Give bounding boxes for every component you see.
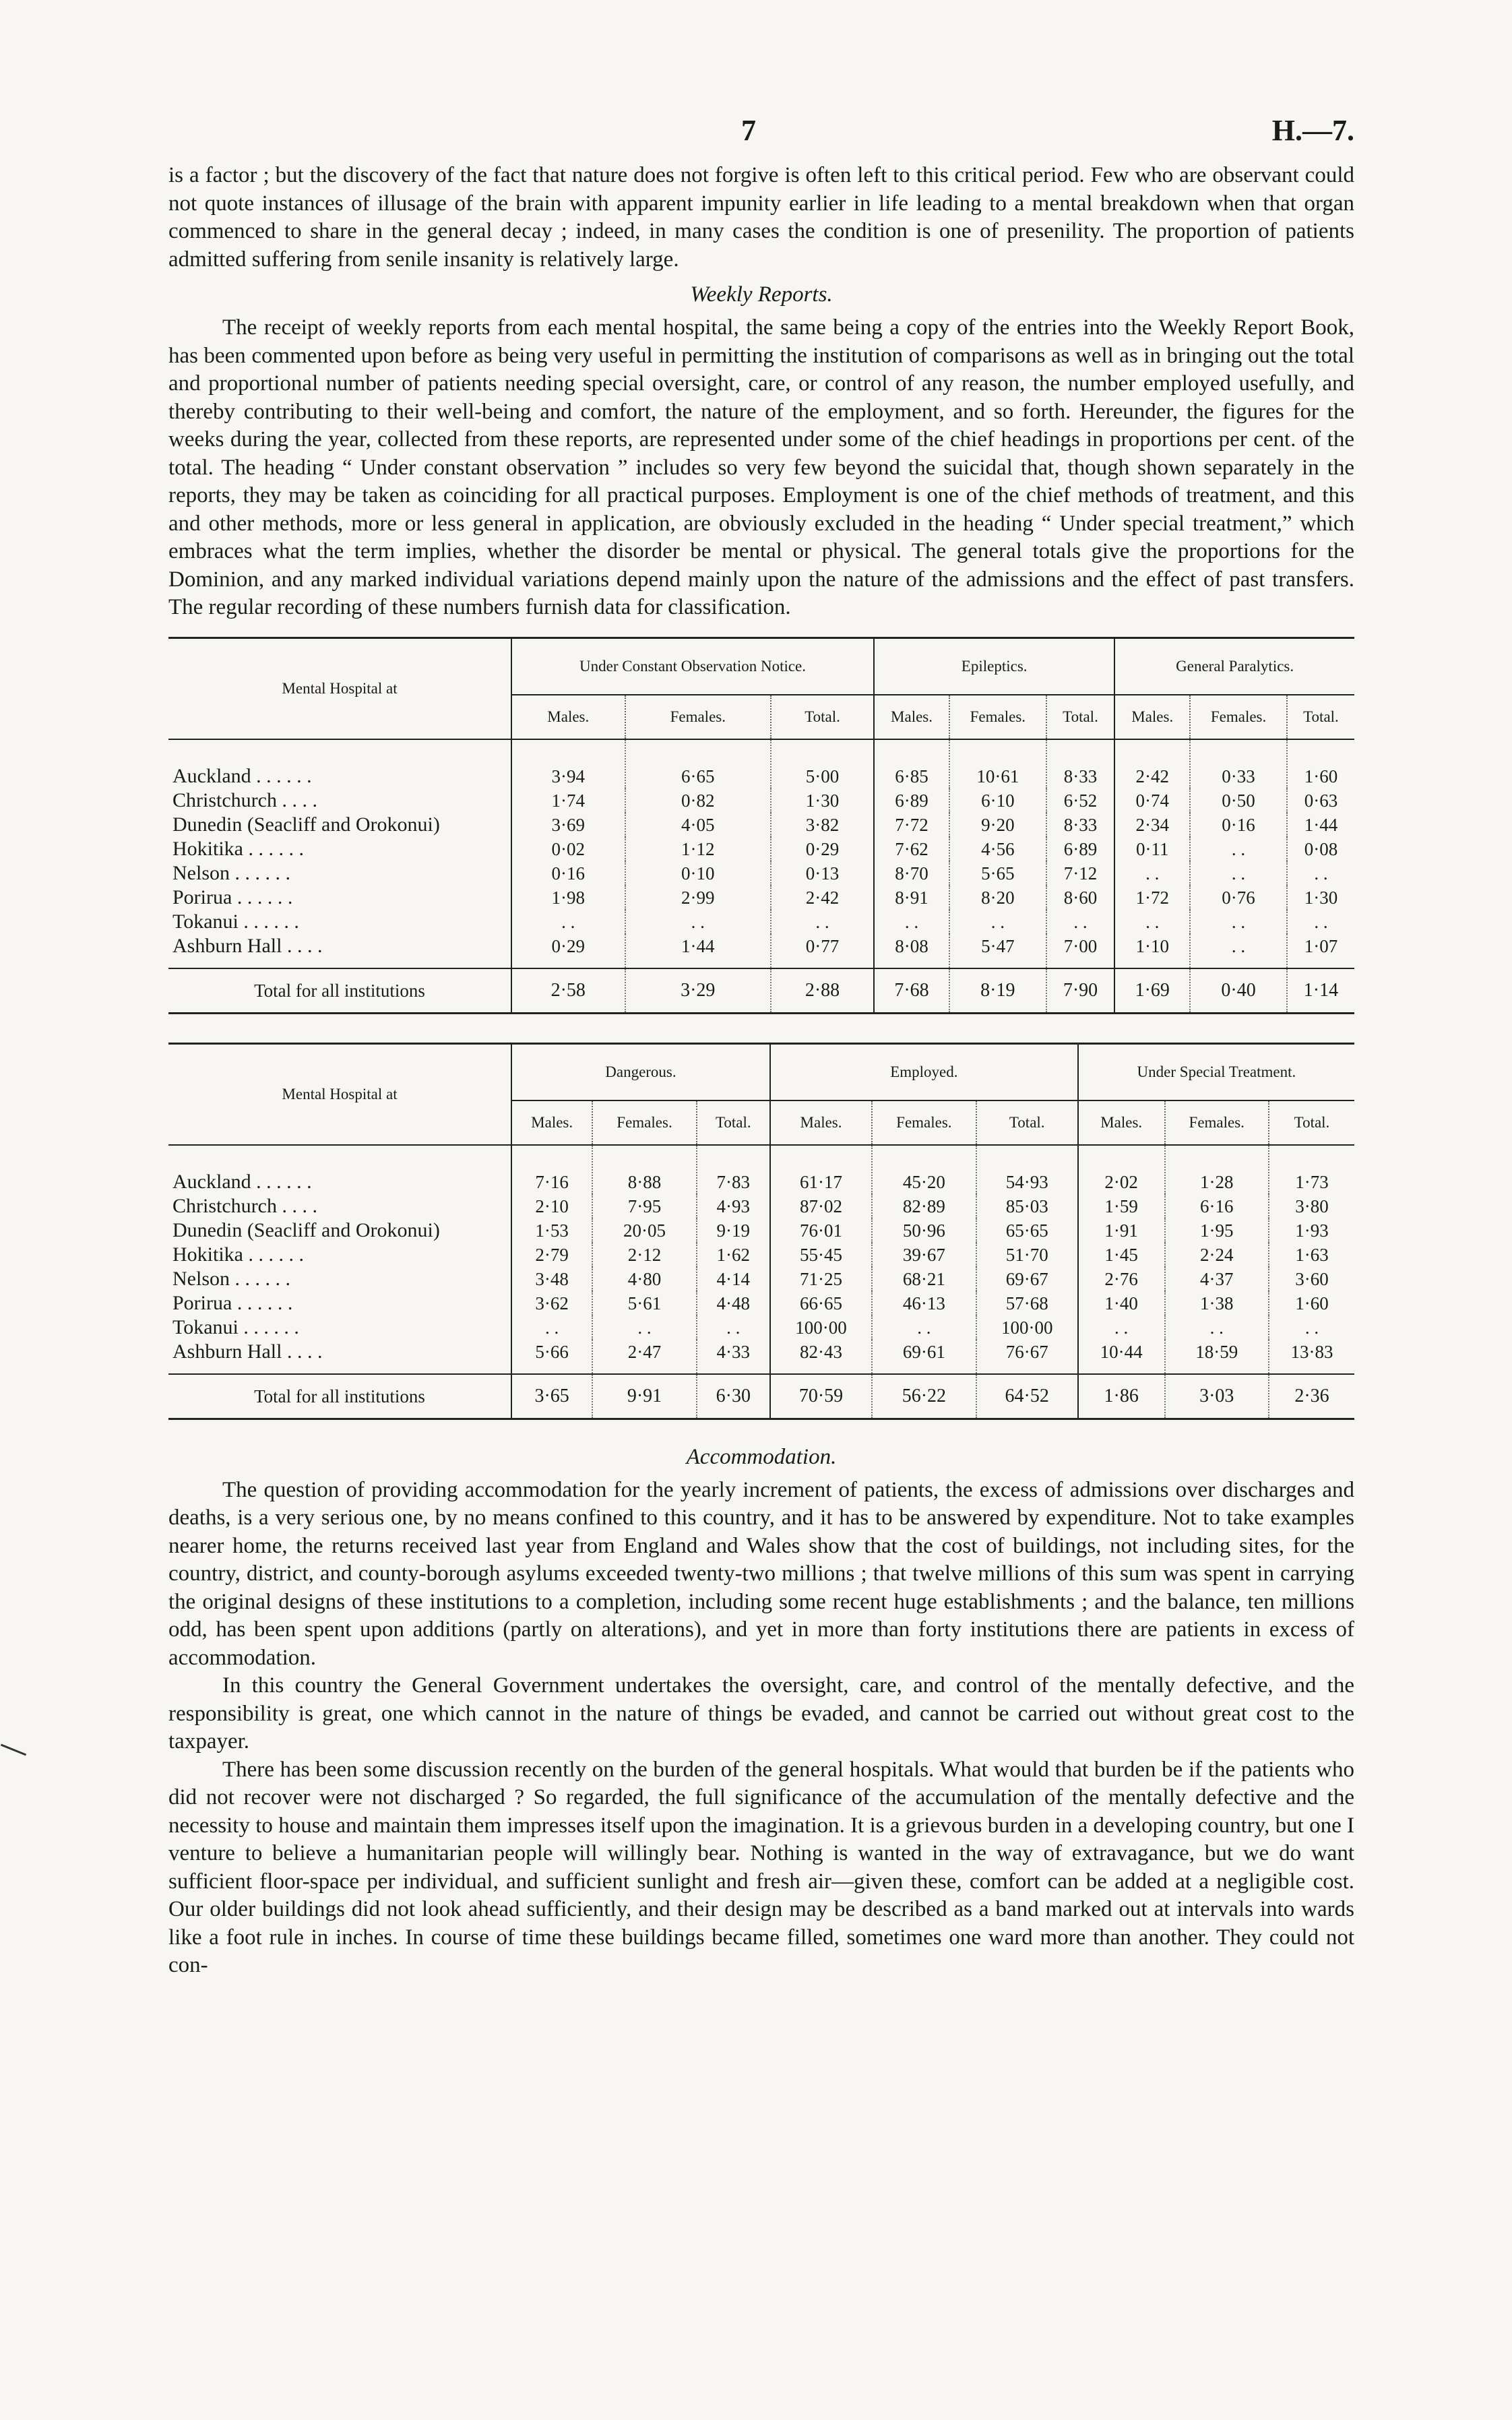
paragraph-senile: is a factor ; but the discovery of the fact that nature does not forgive is often left to this critical period. Few who are observant could not quote instances of illusage of the brain with apparent impunity earlier in life leading to a mental breakdown when that organ commenced to share in the general decay ; indeed, in many cases the condition is one of presenility. The proportion of patients admitted suffering from senile insanity is relatively large. <box>168 163 1354 272</box>
table-cell: 1·30 <box>1287 886 1354 910</box>
table-cell: 1·91 <box>1078 1218 1165 1243</box>
column-header: Males. <box>1078 1100 1165 1145</box>
total-cell: 6·30 <box>697 1374 770 1419</box>
table-cell: 13·83 <box>1269 1340 1354 1374</box>
table-cell: 18·59 <box>1165 1340 1269 1374</box>
group-header-employed: Employed. <box>770 1043 1078 1100</box>
column-header: Total. <box>1269 1100 1354 1145</box>
total-cell: 2·88 <box>771 968 874 1014</box>
table-cell: 71·25 <box>770 1267 872 1291</box>
table-cell: 4·93 <box>697 1194 770 1218</box>
total-cell: 0·40 <box>1190 968 1287 1014</box>
table-cell: 82·43 <box>770 1340 872 1374</box>
table-cell: 1·73 <box>1269 1145 1354 1194</box>
total-label: Total for all institutions <box>168 1374 511 1419</box>
hospital-name: Tokanui . . . . . . <box>172 1315 299 1338</box>
table-cell: 0·29 <box>771 837 874 861</box>
table-cell: 55·45 <box>770 1243 872 1267</box>
hospital-name: Dunedin (Seacliff and Orokonui) <box>172 1218 440 1241</box>
total-row <box>168 1374 1354 1419</box>
table-cell: . . <box>1287 910 1354 934</box>
table-cell: . . <box>1078 1315 1165 1340</box>
table-cell: 0·11 <box>1114 837 1190 861</box>
hospital-header: Mental Hospital at <box>168 1043 511 1145</box>
table-cell: 100·00 <box>770 1315 872 1340</box>
table-cell: . . <box>1114 910 1190 934</box>
table-row <box>168 1218 1354 1243</box>
table-cell: . . <box>1046 910 1115 934</box>
table-cell: 1·44 <box>1287 813 1354 837</box>
table-cell: 2·34 <box>1114 813 1190 837</box>
table-cell: 1·38 <box>1165 1291 1269 1315</box>
table-cell: 8·91 <box>874 886 949 910</box>
table-cell: 0·16 <box>1190 813 1287 837</box>
table-cell: 2·47 <box>592 1340 696 1374</box>
table-cell: 9·19 <box>697 1218 770 1243</box>
total-cell: 7·90 <box>1046 968 1115 1014</box>
table-cell: . . <box>1190 910 1287 934</box>
table-cell: 1·30 <box>771 788 874 813</box>
table-cell: 1·63 <box>1269 1243 1354 1267</box>
table-cell: 3·82 <box>771 813 874 837</box>
hospital-header: Mental Hospital at <box>168 638 511 739</box>
column-header: Females. <box>592 1100 696 1145</box>
table-row <box>168 1145 1354 1194</box>
table-cell: 85·03 <box>976 1194 1078 1218</box>
hospital-name: Ashburn Hall . . . . <box>172 1340 323 1363</box>
table-cell: 0·63 <box>1287 788 1354 813</box>
document-page <box>168 0 1354 1980</box>
hospital-name: Nelson . . . . . . <box>172 1267 290 1290</box>
column-header: Males. <box>511 695 625 739</box>
page-number: 7 <box>741 114 756 147</box>
table-cell: . . <box>949 910 1046 934</box>
table-cell: 57·68 <box>976 1291 1078 1315</box>
table-cell: 3·94 <box>511 739 625 788</box>
table-cell: 0·16 <box>511 861 625 886</box>
table-cell: . . <box>872 1315 976 1340</box>
table-cell: 6·16 <box>1165 1194 1269 1218</box>
table-cell: 4·33 <box>697 1340 770 1374</box>
total-cell: 3·29 <box>625 968 771 1014</box>
table-cell: 0·13 <box>771 861 874 886</box>
table-cell: . . <box>1287 861 1354 886</box>
table-cell: . . <box>592 1315 696 1340</box>
table-cell: 3·80 <box>1269 1194 1354 1218</box>
table-cell: 2·99 <box>625 886 771 910</box>
table-cell: 1·12 <box>625 837 771 861</box>
total-cell: 64·52 <box>976 1374 1078 1419</box>
table-cell: 1·60 <box>1287 739 1354 788</box>
table-cell: 66·65 <box>770 1291 872 1315</box>
table-cell: 6·89 <box>874 788 949 813</box>
hospital-name: Ashburn Hall . . . . <box>172 934 323 957</box>
table-cell: 76·67 <box>976 1340 1078 1374</box>
table-cell: 1·72 <box>1114 886 1190 910</box>
hospital-name: Christchurch . . . . <box>172 788 317 811</box>
table-row <box>168 1315 1354 1340</box>
table-cell: 2·42 <box>771 886 874 910</box>
table-cell: 1·40 <box>1078 1291 1165 1315</box>
total-cell: 1·69 <box>1114 968 1190 1014</box>
hospital-name: Hokitika . . . . . . <box>172 837 304 860</box>
table-cell: 4·80 <box>592 1267 696 1291</box>
table-cell: 69·61 <box>872 1340 976 1374</box>
table-row <box>168 788 1354 813</box>
table-cell: 6·10 <box>949 788 1046 813</box>
table-cell: 8·88 <box>592 1145 696 1194</box>
table-cell: 1·74 <box>511 788 625 813</box>
table-cell: . . <box>771 910 874 934</box>
table-cell: 68·21 <box>872 1267 976 1291</box>
table-cell: 2·24 <box>1165 1243 1269 1267</box>
table-cell: 2·76 <box>1078 1267 1165 1291</box>
table-cell: 1·45 <box>1078 1243 1165 1267</box>
total-cell: 3·03 <box>1165 1374 1269 1419</box>
table-cell: . . <box>625 910 771 934</box>
page-header <box>168 0 1354 162</box>
table-cell: 8·33 <box>1046 813 1115 837</box>
table-cell: 3·62 <box>511 1291 592 1315</box>
table-cell: 1·60 <box>1269 1291 1354 1315</box>
table-cell: 8·60 <box>1046 886 1115 910</box>
table-cell: 2·42 <box>1114 739 1190 788</box>
group-header-special-treatment: Under Special Treatment. <box>1078 1043 1354 1100</box>
table-cell: 1·95 <box>1165 1218 1269 1243</box>
table-cell: 1·59 <box>1078 1194 1165 1218</box>
table-cell: 5·65 <box>949 861 1046 886</box>
table-cell: . . <box>1190 837 1287 861</box>
column-header: Total. <box>976 1100 1078 1145</box>
table-cell: 65·65 <box>976 1218 1078 1243</box>
hospital-name: Christchurch . . . . <box>172 1194 317 1217</box>
table-cell: 8·08 <box>874 934 949 968</box>
column-header: Total. <box>1287 695 1354 739</box>
table-cell: . . <box>1269 1315 1354 1340</box>
table-cell: . . <box>1114 861 1190 886</box>
table-cell: 82·89 <box>872 1194 976 1218</box>
total-label: Total for all institutions <box>168 968 511 1014</box>
table-row <box>168 1340 1354 1374</box>
table-dangerous-employed-special <box>168 1043 1354 1420</box>
column-header: Females. <box>1165 1100 1269 1145</box>
total-cell: 56·22 <box>872 1374 976 1419</box>
table-row <box>168 1243 1354 1267</box>
table-cell: 0·77 <box>771 934 874 968</box>
table-row <box>168 1194 1354 1218</box>
table-row <box>168 861 1354 886</box>
table-row <box>168 1291 1354 1315</box>
table-cell: 1·28 <box>1165 1145 1269 1194</box>
table-cell: 2·12 <box>592 1243 696 1267</box>
table-cell: 7·83 <box>697 1145 770 1194</box>
hospital-name: Auckland . . . . . . <box>172 764 312 787</box>
table-cell: 51·70 <box>976 1243 1078 1267</box>
margin-mark <box>1 1744 26 1756</box>
table-cell: 4·56 <box>949 837 1046 861</box>
paragraph-accommodation-3: There has been some discussion recently on the burden of the general hospitals. What would that burden be if the patients who did not recover were not discharged ? So regarded, the full significance of the accumulation of the mentally defective and the necessity to house and maintain them impresses itself upon the imagination. It is a grievous burden in a developing country, but one I venture to believe a humanitarian people will willingly bear. Nothing is wanted in the way of extravagance, but we do want sufficient floor-space per individual, and sufficient sunlight and fresh air—given these, comfort can be added at a negligible cost. Our older buildings did not look ahead sufficiently, and their design may be described as a band marked out at intervals into wards like a foot rule in inches. In course of time these buildings became filled, sometimes one ward more than another. They could not con- <box>168 1757 1354 1977</box>
hospital-name: Nelson . . . . . . <box>172 861 290 884</box>
table-cell: 100·00 <box>976 1315 1078 1340</box>
column-header: Total. <box>771 695 874 739</box>
table-cell: 4·05 <box>625 813 771 837</box>
table-row <box>168 934 1354 968</box>
group-header-paralytics: General Paralytics. <box>1114 638 1354 695</box>
total-cell: 2·36 <box>1269 1374 1354 1419</box>
table-cell: 6·65 <box>625 739 771 788</box>
total-cell: 9·91 <box>592 1374 696 1419</box>
column-header: Males. <box>511 1100 592 1145</box>
table-cell: 5·61 <box>592 1291 696 1315</box>
table-cell: 7·12 <box>1046 861 1115 886</box>
table-cell: . . <box>511 910 625 934</box>
total-cell: 3·65 <box>511 1374 592 1419</box>
table-cell: 2·02 <box>1078 1145 1165 1194</box>
table-cell: 4·37 <box>1165 1267 1269 1291</box>
table-cell: 1·44 <box>625 934 771 968</box>
table-cell: 50·96 <box>872 1218 976 1243</box>
table-row <box>168 1267 1354 1291</box>
table-cell: 6·52 <box>1046 788 1115 813</box>
table-cell: 0·02 <box>511 837 625 861</box>
table-cell: 46·13 <box>872 1291 976 1315</box>
total-cell: 70·59 <box>770 1374 872 1419</box>
table-cell: 45·20 <box>872 1145 976 1194</box>
group-header-dangerous: Dangerous. <box>511 1043 770 1100</box>
table-cell: 20·05 <box>592 1218 696 1243</box>
table-cell: 39·67 <box>872 1243 976 1267</box>
table-cell: 3·69 <box>511 813 625 837</box>
table-cell: 1·53 <box>511 1218 592 1243</box>
table-cell: 0·10 <box>625 861 771 886</box>
hospital-name: Auckland . . . . . . <box>172 1170 312 1193</box>
table-cell: 76·01 <box>770 1218 872 1243</box>
total-cell: 2·58 <box>511 968 625 1014</box>
table-cell: 7·00 <box>1046 934 1115 968</box>
table-cell: 61·17 <box>770 1145 872 1194</box>
column-header: Males. <box>1114 695 1190 739</box>
hospital-name: Hokitika . . . . . . <box>172 1243 304 1266</box>
group-header-epileptics: Epileptics. <box>874 638 1114 695</box>
column-header: Females. <box>872 1100 976 1145</box>
table-cell: 8·33 <box>1046 739 1115 788</box>
column-header: Females. <box>625 695 771 739</box>
table-cell: 2·79 <box>511 1243 592 1267</box>
table-cell: 0·74 <box>1114 788 1190 813</box>
table-cell: 69·67 <box>976 1267 1078 1291</box>
table-cell: 4·14 <box>697 1267 770 1291</box>
table-cell: 3·48 <box>511 1267 592 1291</box>
column-header: Males. <box>874 695 949 739</box>
section-title-accommodation: Accommodation. <box>686 1444 837 1469</box>
table-row <box>168 886 1354 910</box>
table-cell: 7·72 <box>874 813 949 837</box>
document-code: H.—7. <box>1271 114 1354 147</box>
table-cell: 5·47 <box>949 934 1046 968</box>
total-cell: 1·86 <box>1078 1374 1165 1419</box>
table-cell: 9·20 <box>949 813 1046 837</box>
total-cell: 1·14 <box>1287 968 1354 1014</box>
table-cell: 5·66 <box>511 1340 592 1374</box>
column-header: Males. <box>770 1100 872 1145</box>
table-cell: 3·60 <box>1269 1267 1354 1291</box>
table-cell: 8·70 <box>874 861 949 886</box>
table-cell: 1·93 <box>1269 1218 1354 1243</box>
table-cell: . . <box>511 1315 592 1340</box>
table-cell: 7·95 <box>592 1194 696 1218</box>
paragraph-weekly-reports: The receipt of weekly reports from each mental hospital, the same being a copy of the entries into the Weekly Report Book, has been commented upon before as being very useful in permitting the institution of comparisons as well as in bringing out the total and proportional number of patients needing special oversight, care, or control of any reason, the number employed usefully, and thereby contributing to their well-being and comfort, the nature of the employment, and so forth. Hereunder, the figures for the weeks during the year, collected from these reports, are represented under some of the chief headings in proportions per cent. of the total. The heading “ Under constant observation ” includes so very few beyond the suicidal that, though shown separately in the reports, they may be taken as coinciding for all practical purposes. Employment is one of the chief methods of treatment, and this and other methods, more or less general in application, are obviously excluded in the heading “ Under special treatment,” which embraces what the term implies, whether the disorder be mental or physical. The general totals give the proportions for the Dominion, and any marked individual variations depend mainly upon the nature of the admissions and the effect of past transfers. The regular recording of these numbers furnish data for classification. <box>168 315 1354 619</box>
hospital-name: Porirua . . . . . . <box>172 1291 293 1314</box>
table-cell: 0·50 <box>1190 788 1287 813</box>
table-row <box>168 837 1354 861</box>
table-cell: 2·10 <box>511 1194 592 1218</box>
total-cell: 7·68 <box>874 968 949 1014</box>
total-row <box>168 968 1354 1014</box>
hospital-name: Dunedin (Seacliff and Orokonui) <box>172 813 440 836</box>
table-row <box>168 813 1354 837</box>
column-header: Total. <box>697 1100 770 1145</box>
table-cell: 10·44 <box>1078 1340 1165 1374</box>
section-title-weekly-reports: Weekly Reports. <box>690 282 833 307</box>
table-cell: 0·33 <box>1190 739 1287 788</box>
table-cell: . . <box>874 910 949 934</box>
table-cell: 5·00 <box>771 739 874 788</box>
column-header: Females. <box>1190 695 1287 739</box>
table-cell: 6·85 <box>874 739 949 788</box>
hospital-name: Tokanui . . . . . . <box>172 910 299 933</box>
table-cell: 7·16 <box>511 1145 592 1194</box>
table-cell: 87·02 <box>770 1194 872 1218</box>
table-cell: 1·07 <box>1287 934 1354 968</box>
table-row <box>168 910 1354 934</box>
table-cell: 8·20 <box>949 886 1046 910</box>
paragraph-accommodation-1: The question of providing accommodation for the yearly increment of patients, the excess of admissions over discharges and deaths, is a very serious one, by no means confined to this country, and it has to be answered by expenditure. Not to take examples nearer home, the returns received last year from England and Wales show that the cost of buildings, not including sites, for the country, district, and county-borough asylums exceeded twenty-two millions ; that twelve millions of this sum was spent in carrying the original designs of these institutions to a completion, including some recent huge establishments ; and the balance, ten millions odd, has been spent upon additions (partly on alterations), and yet in more than forty institutions there are patients in excess of accommodation. <box>168 1477 1354 1670</box>
table-row <box>168 739 1354 788</box>
table-cell: . . <box>697 1315 770 1340</box>
table-cell: 1·62 <box>697 1243 770 1267</box>
table-cell: 1·10 <box>1114 934 1190 968</box>
table-cell: 7·62 <box>874 837 949 861</box>
table-cell: 0·76 <box>1190 886 1287 910</box>
table-cell: . . <box>1190 861 1287 886</box>
column-header: Total. <box>1046 695 1115 739</box>
paragraph-accommodation-2: In this country the General Government undertakes the oversight, care, and control of the mentally defective, and the responsibility is great, one which cannot in the nature of things be evaded, and cannot be carried out without great cost to the taxpayer. <box>168 1673 1354 1754</box>
table-cell: 1·98 <box>511 886 625 910</box>
table-cell: 54·93 <box>976 1145 1078 1194</box>
table-cell: 4·48 <box>697 1291 770 1315</box>
table-cell: 0·82 <box>625 788 771 813</box>
table-cell: 0·08 <box>1287 837 1354 861</box>
table-cell: 10·61 <box>949 739 1046 788</box>
total-cell: 8·19 <box>949 968 1046 1014</box>
hospital-name: Porirua . . . . . . <box>172 886 293 908</box>
column-header: Females. <box>949 695 1046 739</box>
table-observation-epileptics-paralytics <box>168 637 1354 1014</box>
group-header-observation: Under Constant Observation Notice. <box>511 638 874 695</box>
table-cell: 6·89 <box>1046 837 1115 861</box>
table-cell: . . <box>1165 1315 1269 1340</box>
table-cell: 0·29 <box>511 934 625 968</box>
table-cell: . . <box>1190 934 1287 968</box>
